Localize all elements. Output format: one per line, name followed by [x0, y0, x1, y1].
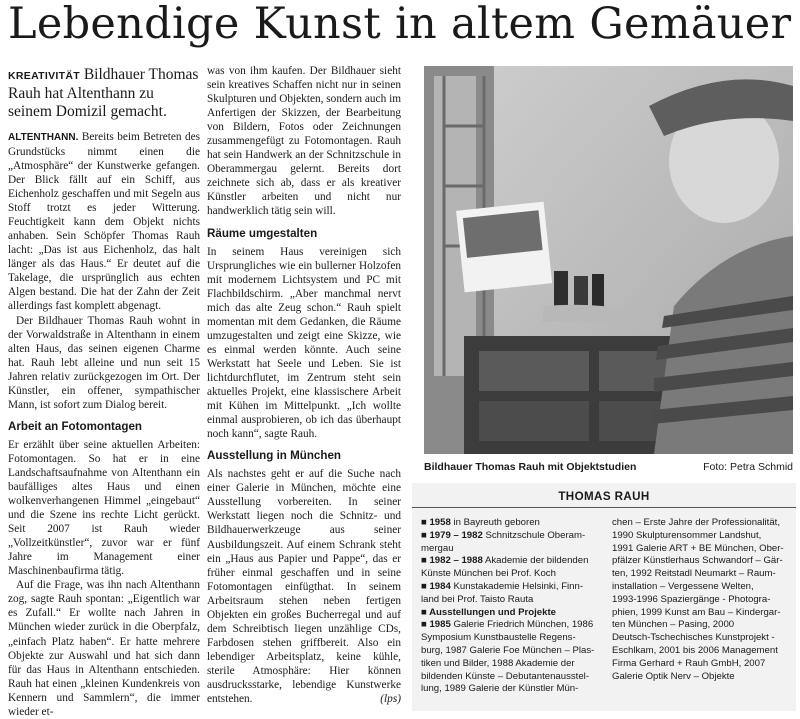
headline: Lebendige Kunst in altem Gemäuer: [8, 0, 792, 49]
info-entry: [421, 530, 608, 543]
info-entry: 1991 Galerie ART + BE München, Ober-: [612, 542, 784, 554]
paragraph: [207, 467, 401, 706]
photo-illustration: [424, 66, 793, 454]
info-entry-text: Akademie der bildenden: [482, 555, 589, 567]
info-entry: chen – Erste Jahre der Professionalität,: [612, 517, 780, 528]
info-entry-year: ■ 1958: [421, 517, 451, 528]
info-entry-text: Galerie Friedrich München, 1986: [450, 619, 594, 631]
info-entry: Deutsch-Tschechisches Kunstprojekt -: [612, 632, 775, 644]
article-column-2: [207, 64, 401, 706]
info-entry: Firma Gerhard + Rauh GmbH, 2007: [612, 657, 766, 669]
caption-text: Bildhauer Thomas Rauh mit Objektstudien: [424, 461, 637, 473]
info-box-title: THOMAS RAUH: [558, 490, 650, 503]
info-entry-year: ■ Ausstellungen und Projekte: [421, 606, 556, 618]
info-entry-year: ■ 1984: [421, 580, 451, 592]
info-entry: [421, 555, 608, 568]
paragraph: Der Bildhauer Thomas Rauh wohnt in der Vorwaldstraße in Altenthann in einem alten Haus, das seinen eigenen Charme hat. Rauh lebt alleine und nun seit 15 Jahren relativ zurückgezogen im Ort. Der Künstler, ein offener, sympathischer Mann, ist sofort zum Dialog bereit.: [8, 314, 200, 411]
info-entry-text: land bei Prof. Taisto Rauta: [421, 593, 534, 605]
info-entry-text: mergau: [421, 542, 454, 554]
lead-text: Bildhauer Thomas Rauh hat Altenthann zu seinem Domizil gemacht.: [8, 66, 199, 120]
info-entry-year: ■ 1982 – 1988: [421, 555, 483, 567]
article-photo: [424, 66, 793, 454]
info-entry: [421, 607, 608, 620]
subheading: Arbeit an Fotomontagen: [8, 419, 142, 433]
info-column-2: [612, 517, 792, 683]
paragraph-text: Bereits beim Betreten des Grundstücks nimmt einen die „Atmosphäre“ der Kunstwerke gefangen. Der Blick fällt auf ein Schiff, aus Eichenholz geschaffen und mit Segeln aus Stoff trotzt es jeder Witterung. Feuchtigkeit kann dem Objekt nichts anhaben. Sein Schöpfer Thomas Rauh lacht: „Das ist aus Eichenholz, das halt länger als das Haus.“ Er deutet auf die Takelage, die ursprünglich aus echten Algen bestand. Die hat der Zahn der Zeit allerdings fast komplett abgenagt.: [8, 130, 201, 313]
info-entry: [421, 568, 608, 581]
subheading: Räume umgestalten: [207, 226, 318, 240]
info-entry-text: tiken und Bilder, 1988 Akademie der: [421, 657, 575, 669]
info-entry-text: Symposium Kunstbaustelle Regens-: [421, 632, 576, 644]
dateline: ALTENTHANN.: [8, 131, 79, 143]
info-column-1: [421, 517, 608, 696]
info-entry-text: in Bayreuth geboren: [450, 517, 540, 528]
subheading: Ausstellung in München: [207, 449, 341, 463]
info-entry: Galerie Optik Nerv – Objekte: [612, 670, 735, 682]
photo-credit: Foto: Petra Schmid: [703, 461, 793, 473]
info-entry: pfälzer Künstlerhaus Schwandorf – Gär-: [612, 555, 783, 567]
info-entry: [421, 619, 608, 632]
info-entry: [421, 581, 608, 594]
info-entry: ten München – Pasing, 2000: [612, 619, 735, 631]
kicker: KREATIVITÄT: [8, 70, 80, 82]
paragraph: Er erzählt über seine aktuellen Arbeiten: Fotomontagen. So hat er in eine Landschaftsaufnahme von Altenthann ein baufälliges altes Haus und einen wolkenverhangenen Himmel „eingebaut“ und die Szene ins rechte Licht gerückt. Seit 2007 ist Rauh wieder „Vollzeitkünstler“, zuvor war er fünf Jahre im Management einer Maschinenbaufirma tätig.: [8, 438, 200, 578]
info-entry: ten, 1992 Reitstadl Neumarkt – Raum-: [612, 568, 776, 580]
info-entry-year: ■ 1979 – 1982: [421, 529, 483, 541]
paragraph-text: Als nachstes geht er auf die Suche nach einer Galerie in München, möchte eine Ausstellung vorbereiten. In seiner Werkstatt liegen noch die Schnitz- und Bildhauerwerkzeuge aus seiner Ausbildungszeit. Auf einem Schrank steht ein „Haus aus Papier und Pappe“, das er früher einmal geschaffen und in seine Fotomontagen einfügthat. In seinem Arbeitsraum stehen neben fertigen Objekten ein großes Bucherregal und auf dem Schreibtisch liegen unzählige CDs, Farbdosen stehen griffbereit. Also ein lebendiger Arbeitsplatz, keine kühle, sterile Atmosphäre: Hier können ausdrucksstarke, lebendige Kunstwerke entstehen.: [207, 468, 401, 706]
info-entry: [421, 658, 608, 671]
info-entry-text: Künste München bei Prof. Koch: [421, 568, 556, 580]
photo-caption: [424, 461, 793, 474]
info-entry: [421, 645, 608, 658]
info-entry-text: lung, 1989 Galerie der Künstler Mün-: [421, 683, 579, 695]
info-entry-text: Kunstakademie Helsinki, Finn-: [450, 580, 584, 592]
info-entry-year: ■ 1985: [421, 619, 451, 631]
info-entry: 1993-1996 Spaziergänge - Photogra-: [612, 593, 771, 605]
info-entry: [421, 517, 608, 530]
article-column-1: [8, 64, 200, 719]
divider: [412, 507, 796, 508]
info-entry-text: bildenden Künste – Debutantenausstel-: [421, 670, 590, 682]
paragraph: In seinem Haus vereinigen sich Ursprungliches wie ein bullerner Holzofen mit modernem Lichtsystem und PC mit Flachbildschirm. „Aber manchmal nervt mich das alte Zeug schon.“ Rauh spielt momentan mit dem Gedanken, die Räume umzugestalten und zeigt eine Skizze, wie es einmal werden könnte. Auch seine Werkstatt hat Seele und Leben. Sie ist lichtdurchflutet, im Zentrum steht sein aktuelles Projekt, eine klassischere Arbeit mit Kühen im Mittelpunkt. „Ich wollte einmal ausprobieren, ob ich das überhaupt noch kann“, sagte Rauh.: [207, 245, 401, 441]
info-entry: installation – Vergessene Welten,: [612, 580, 754, 592]
info-entry: phien, 1999 Kunst am Bau – Kindergar-: [612, 606, 781, 618]
paragraph: Auf die Frage, was ihn nach Altenthann zog, sagte Rauh spontan: „Eigentlich war es Zufall.“ Er wollte nach Jahren in München wieder zurück in die Oberpfalz, „einfach Platz haben“. Er hatte mehrere Objekte zur Auswahl und hat sich dann für das Haus in Altenthann entschieden. Rauh hat einen „kleinen Kundenkreis von Kennern und Sammlern“, die immer wieder et-: [8, 579, 200, 718]
info-entry: [421, 594, 608, 607]
info-entry: Eschlkam, 2001 bis 2006 Management: [612, 644, 778, 656]
info-entry: [421, 683, 608, 696]
paragraph: [8, 130, 200, 314]
info-entry-text: Schnitzschule Oberam-: [482, 529, 586, 541]
info-entry: [421, 632, 608, 645]
info-entry: 1990 Skulpturensommer Landshut,: [612, 529, 762, 541]
lead-paragraph: [8, 66, 200, 120]
info-box: [412, 483, 796, 711]
info-entry-text: burg, 1987 Galerie Foe München – Plas-: [421, 644, 595, 656]
author-initials: (lps): [380, 693, 401, 706]
info-entry: [421, 543, 608, 556]
info-entry: [421, 671, 608, 684]
paragraph: was von ihm kaufen. Der Bildhauer sieht sein kreatives Schaffen nicht nur in seinen Skulpturen und Objekten, sondern auch im Anfertigen der Skizzen, der Bearbeitung von Bildern, Fotos oder Zeichnungen zusammengefügt zu Fotomontagen. Rauh hat sein Handwerk an der Schnitzschule in Oberammergau gelernt. Bereits dort zeichnete sich ab, dass er als kreativer Künstler arbeiten und nicht nur handwerklich tätig sein will.: [207, 65, 401, 218]
